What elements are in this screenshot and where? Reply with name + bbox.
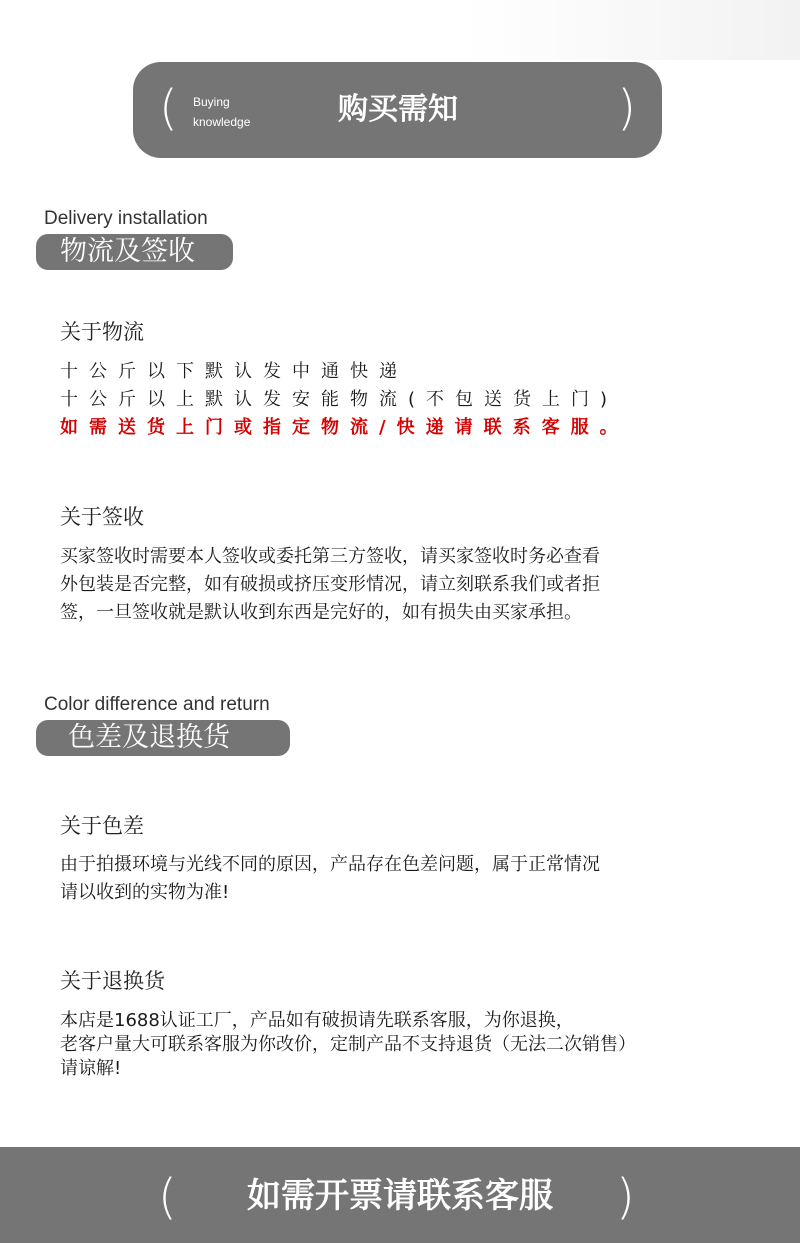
returns-heading: 关于退换货: [60, 969, 165, 993]
color-diff-line-1: 由于拍摄环境与光线不同的原因，产品存在色差问题，属于正常情况: [60, 854, 600, 875]
invoice-banner: [0, 1147, 800, 1243]
returns-line-3: 请谅解!: [60, 1058, 122, 1079]
left-parenthesis: (: [159, 80, 178, 136]
logistics-notice: 如需送货上门或指定物流/快递请联系客服。: [60, 417, 629, 438]
signing-line-1: 买家签收时需要本人签收或委托第三方签收，请买家签收时务必查看: [60, 546, 600, 567]
logistics-line-2: 十公斤以上默认发安能物流(不包送货上门): [60, 389, 619, 410]
invoice-banner-title: 如需开票请联系客服: [247, 1176, 553, 1216]
delivery-title-pill: 物流及签收: [36, 234, 233, 270]
right-parenthesis: ): [617, 80, 636, 136]
corner-gradient: [460, 0, 800, 60]
logistics-heading: 关于物流: [60, 320, 144, 344]
banner-english-subtitle: [193, 92, 283, 132]
color-diff-heading: 关于色差: [60, 814, 144, 838]
delivery-english-title: Delivery installation: [44, 208, 208, 229]
subtitle-line-1: Buying: [193, 95, 230, 109]
logistics-line-1: 十公斤以下默认发中通快递: [60, 361, 408, 382]
left-parenthesis: (: [158, 1169, 177, 1225]
signing-line-3: 签，一旦签收就是默认收到东西是完好的，如有损失由买家承担。: [60, 602, 582, 623]
right-parenthesis: ): [616, 1169, 635, 1225]
signing-heading: 关于签收: [60, 505, 144, 529]
returns-line-1: 本店是1688认证工厂，产品如有破损请先联系客服，为你退换，: [60, 1010, 574, 1031]
color-diff-line-2: 请以收到的实物为准!: [60, 882, 230, 903]
banner-title: 购买需知: [338, 92, 458, 127]
signing-line-2: 外包装是否完整，如有破损或挤压变形情况，请立刻联系我们或者拒: [60, 574, 600, 595]
subtitle-line-2: knowledge: [193, 115, 251, 129]
returns-line-2: 老客户量大可联系客服为你改价，定制产品不支持退货（无法二次销售）: [60, 1034, 636, 1055]
buying-knowledge-banner: [133, 62, 662, 158]
color-return-english-title: Color difference and return: [44, 694, 270, 715]
color-return-title-pill: 色差及退换货: [36, 720, 290, 756]
